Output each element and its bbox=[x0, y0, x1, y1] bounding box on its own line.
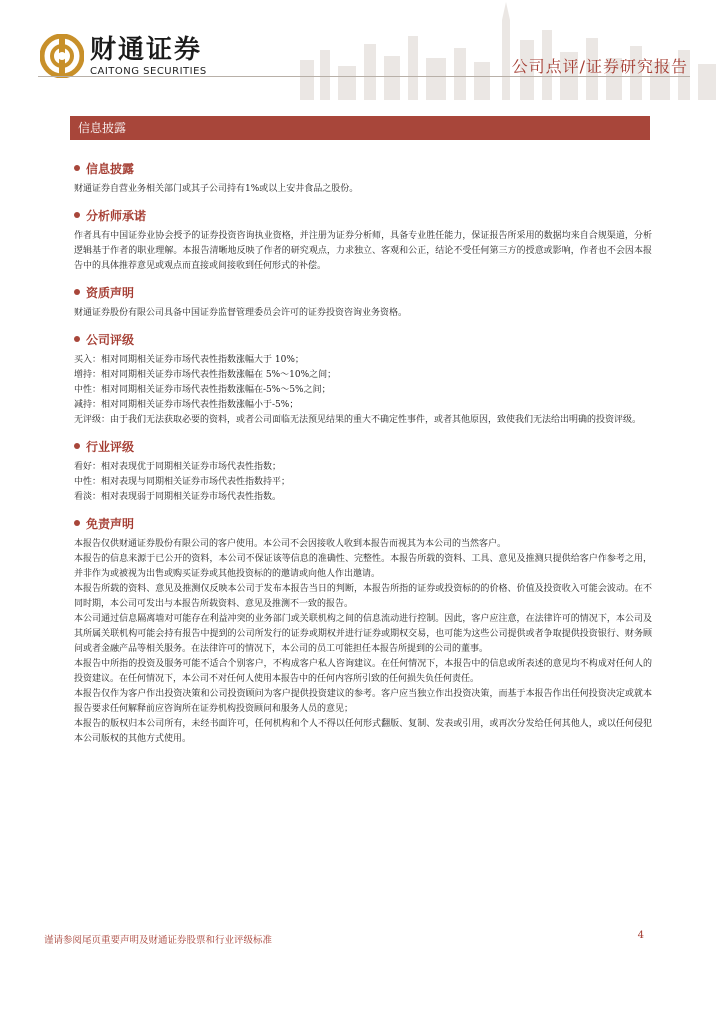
company-logo bbox=[40, 34, 207, 78]
footer-disclaimer-note: 谨请参阅尾页重要声明及财通证券股票和行业评级标准 bbox=[44, 935, 273, 946]
bullet-icon bbox=[74, 165, 80, 171]
paragraph: 财通证券自营业务相关部门或其子公司持有1%或以上安井食品之股份。 bbox=[74, 184, 359, 194]
section-heading-text: 分析师承诺 bbox=[86, 208, 147, 223]
section-body bbox=[74, 353, 652, 428]
paragraph: 中性：相对表现与同期相关证券市场代表性指数持平； bbox=[74, 477, 291, 487]
section-body bbox=[74, 306, 652, 321]
paragraph: 增持：相对同期相关证券市场代表性指数涨幅在 5%～10%之间； bbox=[74, 370, 337, 380]
section-heading-text: 资质声明 bbox=[86, 285, 135, 300]
bullet-icon bbox=[74, 289, 80, 295]
paragraph: 本报告的版权归本公司所有，未经书面许可，任何机构和个人不得以任何形式翻版、复制、发表或引用，或再次分发给任何其他人，或以任何侵犯本公司版权的其他方式使用。 bbox=[74, 719, 652, 744]
paragraph: 作者具有中国证券业协会授予的证券投资咨询执业资格，并注册为证券分析师，具备专业胜任能力，保证报告所采用的数据均来自合规渠道，分析逻辑基于作者的职业理解。本报告清晰地反映了作者的研究观点，力求独立、客观和公正，结论不受任何第三方的授意或影响，作者也不会因本报告中的具体推荐意见或观点而直接或间接收到任何形式的补偿。 bbox=[74, 231, 652, 271]
section-heading bbox=[74, 282, 652, 302]
section-body bbox=[74, 229, 652, 274]
page-number: 4 bbox=[637, 930, 644, 941]
disclosure-content bbox=[74, 150, 652, 747]
header-divider bbox=[38, 76, 690, 77]
paragraph: 本报告所载的资料、意见及推测仅反映本公司于发布本报告当日的判断，本报告所指的证券或投资标的的价格、价值及投资收入可能会波动。在不同时期，本公司可发出与本报告所载资料、意见及推测不一致的报告。 bbox=[74, 584, 652, 609]
bullet-icon bbox=[74, 336, 80, 342]
paragraph: 减持：相对同期相关证券市场代表性指数涨幅小于-5%； bbox=[74, 400, 299, 410]
bullet-icon bbox=[74, 443, 80, 449]
section-heading-text: 公司评级 bbox=[86, 332, 135, 347]
paragraph: 财通证券股份有限公司具备中国证券监督管理委员会许可的证券投资咨询业务资格。 bbox=[74, 308, 408, 318]
paragraph: 看淡：相对表现弱于同期相关证券市场代表性指数。 bbox=[74, 492, 282, 502]
logo-chinese-name: 财通证券 bbox=[90, 34, 203, 65]
section-heading bbox=[74, 205, 652, 225]
section-heading-text: 行业评级 bbox=[86, 439, 135, 454]
paragraph: 看好：相对表现优于同期相关证券市场代表性指数； bbox=[74, 462, 282, 472]
paragraph: 本公司通过信息隔离墙对可能存在利益冲突的业务部门或关联机构之间的信息流动进行控制。因此，客户应注意，在法律许可的情况下，本公司及其所属关联机构可能会持有报告中提到的公司所发行的证券或期权并进行证券或期权交易，也可能为这些公司提供或者争取提供投资银行、财务顾问或者金融产品等相关服务。在法律许可的情况下，本公司的员工可能担任本报告所提到的公司的董事。 bbox=[74, 614, 652, 654]
bullet-icon bbox=[74, 212, 80, 218]
city-skyline-watermark bbox=[280, 0, 724, 100]
paragraph: 中性：相对同期相关证券市场代表性指数涨幅在-5%～5%之间； bbox=[74, 385, 331, 395]
section-body bbox=[74, 460, 652, 505]
paragraph: 本报告仅供财通证券股份有限公司的客户使用。本公司不会因接收人收到本报告而视其为本公司的当然客户。 bbox=[74, 539, 507, 549]
paragraph: 本报告的信息来源于已公开的资料，本公司不保证该等信息的准确性、完整性。本报告所载的资料、工具、意见及推测只提供给客户作参考之用，并非作为或被视为出售或购买证券或其他投资标的的邀请或向他人作出邀请。 bbox=[74, 554, 652, 579]
section-heading bbox=[74, 513, 652, 533]
section-title-bar: 信息披露 bbox=[70, 116, 650, 140]
caitong-logo-icon bbox=[40, 34, 84, 78]
report-type-label: 公司点评/证券研究报告 bbox=[511, 57, 688, 76]
section-heading-text: 免责声明 bbox=[86, 516, 135, 531]
section-body bbox=[74, 537, 652, 747]
paragraph: 买入：相对同期相关证券市场代表性指数涨幅大于 10%； bbox=[74, 355, 304, 365]
paragraph: 本报告仅作为客户作出投资决策和公司投资顾问为客户提供投资建议的参考。客户应当独立作出投资决策，而基于本报告作出任何投资决定或就本报告要求任何解释前应咨询所在证券机构投资顾问和服务人员的意见； bbox=[74, 689, 652, 714]
section-heading bbox=[74, 158, 652, 178]
section-heading-text: 信息披露 bbox=[86, 161, 135, 176]
bullet-icon bbox=[74, 520, 80, 526]
section-body bbox=[74, 182, 652, 197]
section-heading bbox=[74, 436, 652, 456]
paragraph: 本报告中所指的投资及服务可能不适合个别客户，不构成客户私人咨询建议。在任何情况下，本报告中的信息或所表述的意见均不构成对任何人的投资建议。在任何情况下，本公司不对任何人使用本报告中的任何内容所引致的任何损失负任何责任。 bbox=[74, 659, 652, 684]
paragraph: 无评级：由于我们无法获取必要的资料，或者公司面临无法预见结果的重大不确定性事件，或者其他原因，致使我们无法给出明确的投资评级。 bbox=[74, 415, 642, 425]
section-heading bbox=[74, 329, 652, 349]
logo-english-name: CAITONG SECURITIES bbox=[90, 65, 207, 77]
